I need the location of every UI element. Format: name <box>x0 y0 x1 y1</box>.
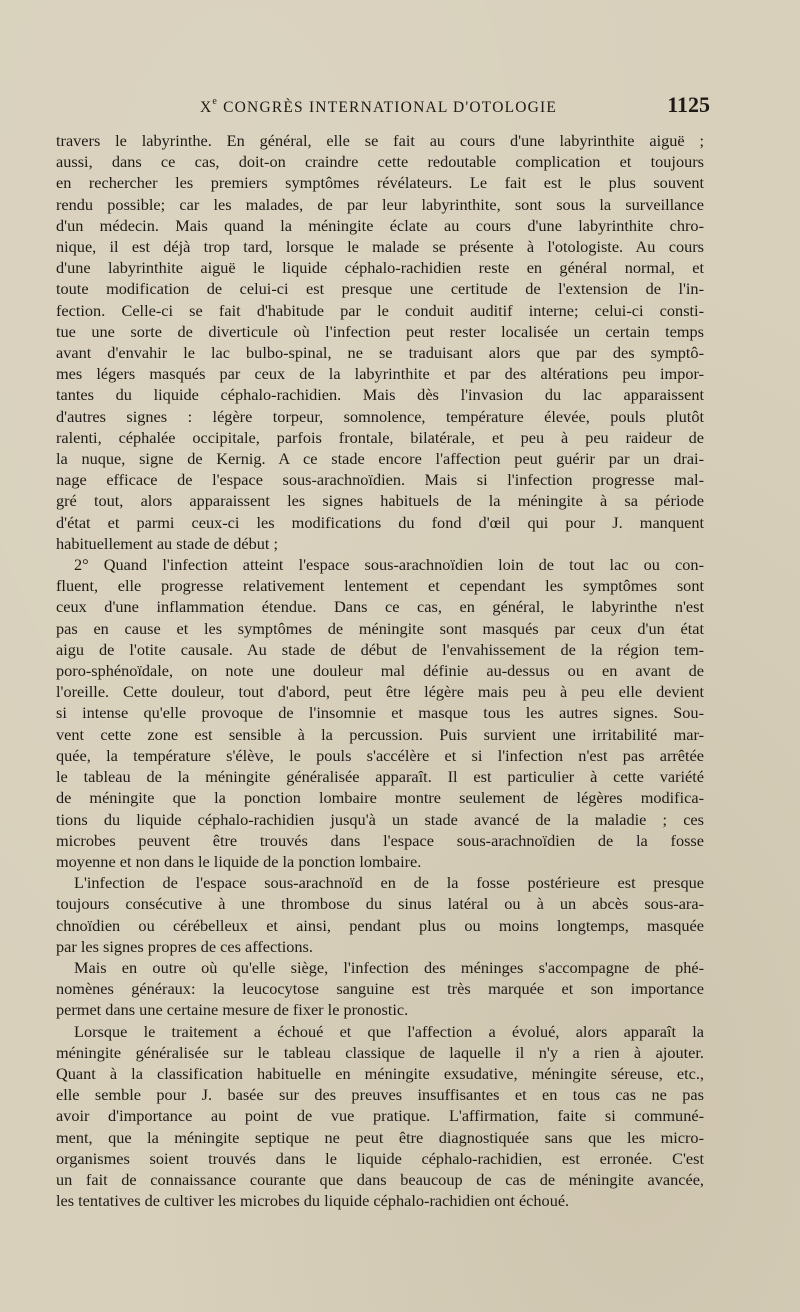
header-ordinal: X <box>200 99 213 116</box>
text-line: d'une labyrinthite aiguë le liquide céphalo-rachidien reste en général normal, et <box>56 258 704 278</box>
text-line: toute modification de celui-ci est presque une certitude de l'extension de l'in- <box>56 279 704 299</box>
text-line: aussi, dans ce cas, doit-on craindre cette redoutable complication et toujours <box>56 152 704 172</box>
text-line: tue une sorte de diverticule où l'infection peut rester localisée un certain temps <box>56 321 704 341</box>
body-text <box>56 130 704 1211</box>
text-line: 2° Quand l'infection atteint l'espace sous-arachnoïdien loin de tout lac ou con- <box>74 555 704 575</box>
header-ordinal-sup: e <box>212 96 219 107</box>
running-header <box>200 92 720 126</box>
text-line: ment, que la méningite septique ne peut être diagnostiquée sans que les micro- <box>56 1127 704 1147</box>
text-line: avoir d'importance au point de vue pratique. L'affirmation, faite si communé- <box>56 1106 704 1126</box>
text-line: de méningite que la ponction lombaire montre seulement de légères modifica- <box>56 788 704 808</box>
text-line: fluent, elle progresse relativement lentement et cependant les symptômes sont <box>56 576 704 596</box>
text-line: méningite généralisée sur le tableau classique de laquelle il n'y a rien à ajouter. <box>56 1042 704 1062</box>
text-line: les tentatives de cultiver les microbes du liquide céphalo-rachidien ont échoué. <box>56 1191 570 1211</box>
text-line: toujours consécutive à une thrombose du sinus latéral ou à un abcès sous-ara- <box>56 894 704 914</box>
text-line: fection. Celle-ci se fait d'habitude par le conduit auditif interne; celui-ci consti- <box>56 300 704 320</box>
text-line: travers le labyrinthe. En général, elle se fait au cours d'une labyrinthite aiguë ; <box>56 131 704 150</box>
text-line: Lorsque le traitement a échoué et que l'affection a évolué, alors apparaît la <box>74 1021 704 1041</box>
text-line: ceux d'une inflammation étendue. Dans ce cas, en général, le labyrinthe n'est <box>56 597 704 617</box>
text-line: habituellement au stade de début ; <box>56 533 278 553</box>
text-line: d'un médecin. Mais quand la méningite éclate au cours d'une labyrinthite chro- <box>56 215 704 235</box>
running-title <box>200 96 557 117</box>
text-line: rendu possible; car les malades, de par leur labyrinthite, sont sous la surveillance <box>56 194 704 214</box>
text-line: la nuque, signe de Kernig. A ce stade encore l'affection peut guérir par un drai- <box>56 449 704 469</box>
text-line: le tableau de la méningite généralisée apparaît. Il est particulier à cette variété <box>56 767 704 787</box>
text-line: d'autres signes : légère torpeur, somnolence, température élevée, pouls plutôt <box>56 406 704 426</box>
text-line: par les signes propres de ces affections. <box>56 936 313 956</box>
text-line: moyenne et non dans le liquide de la ponction lombaire. <box>56 851 422 871</box>
text-line: microbes peuvent être trouvés dans l'espace sous-arachnoïdien de la fosse <box>56 830 704 850</box>
text-line: nique, il est déjà trop tard, lorsque le malade se présente à l'otologiste. Au cours <box>56 237 704 257</box>
text-line: Quant à la classification habituelle en méningite exsudative, méningite séreuse, etc., <box>56 1063 704 1083</box>
text-line: elle semble pour J. basée sur des preuves insuffisantes et en tous cas ne pas <box>56 1085 704 1105</box>
text-line: quée, la température s'élève, le pouls s'accélère et si l'infection n'est pas arrêtée <box>56 745 704 765</box>
header-title: CONGRÈS INTERNATIONAL D'OTOLOGIE <box>218 99 558 116</box>
text-line: d'état et parmi ceux-ci les modifications du fond d'œil qui pour J. manquent <box>56 512 704 532</box>
text-line: organismes soient trouvés dans le liquide céphalo-rachidien, est erronée. C'est <box>56 1148 704 1168</box>
text-line: aigu de l'otite causale. Au stade de début de l'envahissement de la région tem- <box>56 639 704 659</box>
text-line: tantes du liquide céphalo-rachidien. Mais dès l'invasion du lac apparaissent <box>56 385 704 405</box>
text-line: Mais en outre où qu'elle siège, l'infection des méninges s'accompagne de phé- <box>74 957 704 977</box>
text-line: gré tout, alors apparaissent les signes habituels de la méningite à sa période <box>56 491 704 511</box>
text-line: L'infection de l'espace sous-arachnoïd en de la fosse postérieure est presque <box>74 873 704 893</box>
text-line: poro-sphénoïdale, on note une douleur mal définie au-dessus ou en avant de <box>56 661 704 681</box>
text-line: vent cette zone est sensible à la percussion. Puis survient une irritabilité mar- <box>56 724 704 744</box>
text-line: avant d'envahir le lac bulbo-spinal, ne se traduisant alors que par des symptô- <box>56 343 704 363</box>
text-line: si intense qu'elle provoque de l'insomnie et masque tous les autres signes. Sou- <box>56 703 704 723</box>
text-line: nage efficace de l'espace sous-arachnoïdien. Mais si l'infection progresse mal- <box>56 470 704 490</box>
text-line: tions du liquide céphalo-rachidien jusqu'à un stade avancé de la maladie ; ces <box>56 809 704 829</box>
text-line: ralenti, céphalée occipitale, parfois frontale, bilatérale, et peu à peu raideur de <box>56 427 704 447</box>
text-line: en rechercher les premiers symptômes révélateurs. Le fait est le plus souvent <box>56 173 704 193</box>
text-line: mes légers masqués par ceux de la labyrinthite et par des altérations peu impor- <box>56 364 704 384</box>
text-line: permet dans une certaine mesure de fixer le pronostic. <box>56 1000 409 1020</box>
text-line: un fait de connaissance courante que dans beaucoup de cas de méningite avancée, <box>56 1169 704 1189</box>
text-line: l'oreille. Cette douleur, tout d'abord, peut être légère mais peu à peu elle devient <box>56 682 704 702</box>
text-line: pas en cause et les symptômes de méningite sont masqués par ceux d'un état <box>56 618 704 638</box>
text-line: nomènes généraux: la leucocytose sanguine est très marquée et son importance <box>56 979 704 999</box>
text-line: chnoïdien ou cérébelleux et ainsi, pendant plus ou moins longtemps, masquée <box>56 915 704 935</box>
page-number: 1125 <box>667 92 710 117</box>
